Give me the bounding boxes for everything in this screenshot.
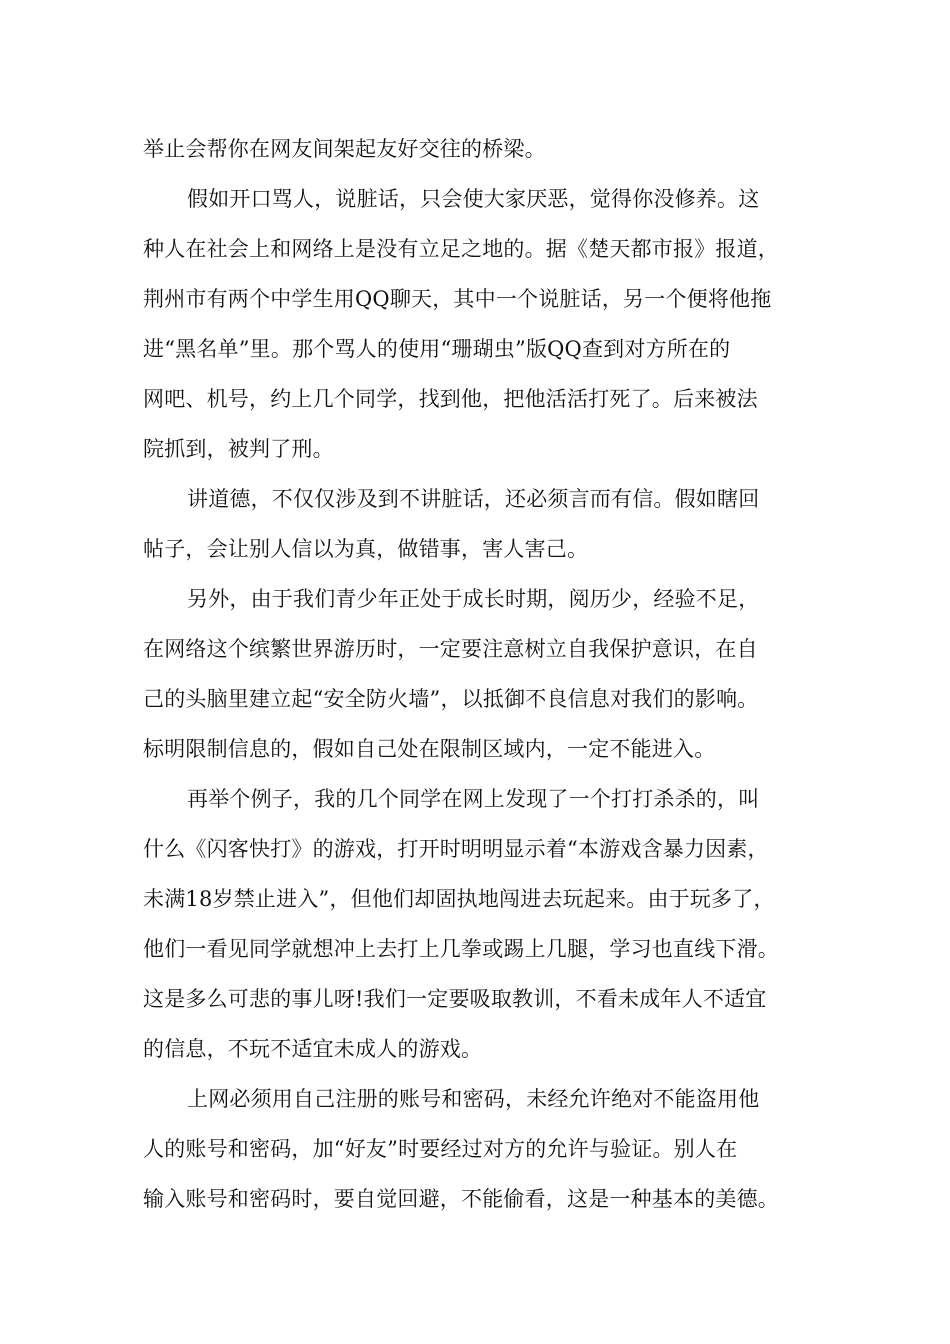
text-line: 他们一看见同学就想冲上去打上几拳或踢上几腿，学习也直线下滑。 — [143, 937, 779, 961]
paragraph-first-line: 再举个例子，我的几个同学在网上发现了一个打打杀杀的，叫 — [187, 787, 760, 811]
text-line: 的信息，不玩不适宜未成人的游戏。 — [143, 1037, 483, 1061]
text-line: 标明限制信息的，假如自己处在限制区域内，一定不能进入。 — [143, 737, 716, 761]
text-line: 院抓到，被判了刑。 — [143, 437, 334, 461]
paragraph-first-line: 上网必须用自己注册的账号和密码，未经允许绝对不能盗用他 — [187, 1087, 760, 1111]
text-line: 什么《闪客快打》的游戏，打开时明明显示着“本游戏含暴力因素， — [143, 837, 769, 861]
text-line: 未满18岁禁止进入”，但他们却固执地闯进去玩起来。由于玩多了， — [143, 887, 775, 911]
text-line: 输入账号和密码时，要自觉回避，不能偷看，这是一种基本的美德。 — [143, 1187, 779, 1211]
paragraph-first-line: 另外，由于我们青少年正处于成长时期，阅历少，经验不足， — [187, 587, 760, 611]
text-line: 帖子，会让别人信以为真，做错事，害人害己。 — [143, 537, 589, 561]
text-line: 人的账号和密码，加“好友”时要经过对方的允许与验证。别人在 — [143, 1137, 738, 1161]
text-line: 在网络这个缤繁世界游历时，一定要注意树立自我保护意识，在自 — [143, 637, 758, 661]
text-line: 这是多么可悲的事儿呀!我们一定要吸取教训，不看未成年人不适宜 — [143, 987, 767, 1011]
text-line: 己的头脑里建立起“安全防火墙”，以抵御不良信息对我们的影响。 — [143, 687, 759, 711]
text-line: 网吧、机号，约上几个同学，找到他，把他活活打死了。后来被法 — [143, 387, 758, 411]
text-line: 进“黑名单”里。那个骂人的使用“珊瑚虫”版QQ查到对方所在的 — [143, 337, 731, 361]
text-line: 荆州市有两个中学生用QQ聊天，其中一个说脏话，另一个便将他拖 — [143, 287, 772, 311]
text-line: 种人在社会上和网络上是没有立足之地的。据《楚天都市报》报道， — [143, 237, 779, 261]
paragraph-first-line: 假如开口骂人，说脏话，只会使大家厌恶，觉得你没修养。这 — [187, 187, 760, 211]
text-line: 举止会帮你在网友间架起友好交往的桥梁。 — [143, 137, 546, 161]
paragraph-first-line: 讲道德，不仅仅涉及到不讲脏话，还必须言而有信。假如瞎回 — [187, 487, 760, 511]
body-text — [143, 124, 819, 1224]
